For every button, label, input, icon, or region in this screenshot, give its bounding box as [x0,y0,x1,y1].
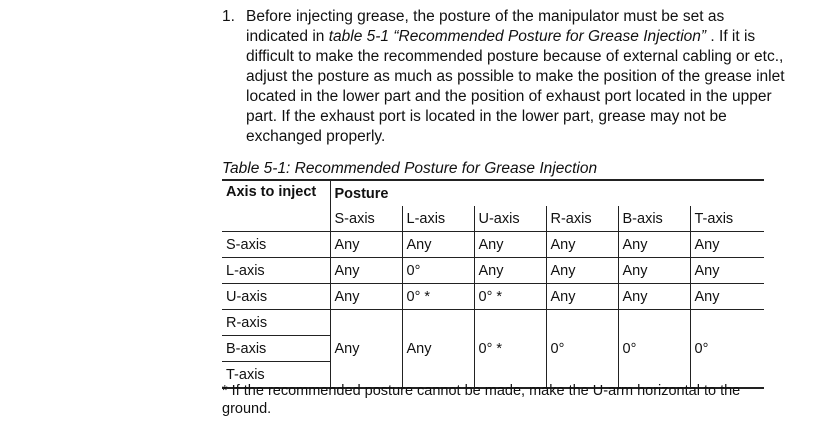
table-row [222,258,764,284]
row-axis-label: S-axis [222,232,330,258]
table-cell: Any [690,284,764,310]
table-cell: Any [618,284,690,310]
table-cell: Any [330,258,402,284]
header-row [222,180,764,206]
table-cell: Any [546,284,618,310]
table-cell: Any [330,232,402,258]
row-axis-label: U-axis [222,284,330,310]
table-footnote: * If the recommended posture cannot be made, make the U-arm horizontal to the ground. [222,383,741,417]
step-text [246,7,786,147]
step-number: 1. [222,8,235,25]
table-cell: 0° * [474,310,546,389]
row-axis-label: L-axis [222,258,330,284]
table-cell: Any [546,232,618,258]
table-cell: Any [618,232,690,258]
col-header-t-axis: T-axis [690,206,764,232]
header-axis-to-inject: Axis to inject [222,180,330,232]
step-text-part-a: Before injecting grease, the posture of the manipulator must be set as indicated in [246,8,725,45]
row-axis-label: T-axis [222,362,330,389]
table-cell: Any [690,258,764,284]
table-cell: 0° [402,258,474,284]
table-cell: Any [330,310,402,389]
header-posture: Posture [330,180,764,206]
table-cell: 0° [690,310,764,389]
table-cell: 0° [618,310,690,389]
table-cell: Any [690,232,764,258]
table-cell: Any [330,284,402,310]
table-row [222,284,764,310]
table-cell: Any [474,232,546,258]
col-header-u-axis: U-axis [474,206,546,232]
row-axis-label: B-axis [222,336,330,362]
grease-posture-table [222,179,764,389]
col-header-s-axis: S-axis [330,206,402,232]
table-cell: Any [474,258,546,284]
table-cell: Any [402,232,474,258]
table-cell: Any [402,310,474,389]
table-caption: Table 5-1: Recommended Posture for Grease Injection [222,160,598,177]
table-cell: 0° * [402,284,474,310]
table-cell: 0° [546,310,618,389]
table-reference-link: table 5-1 “Recommended Posture for Grease Injection” [328,28,707,45]
col-header-b-axis: B-axis [618,206,690,232]
row-axis-label: R-axis [222,310,330,336]
col-header-l-axis: L-axis [402,206,474,232]
table-row [222,310,764,336]
table-cell: Any [618,258,690,284]
step-text-part-b: . If it is difficult to make the recommended posture because of external cabling or etc., adjust the posture as much as possible to make the position of the grease inlet located in the lower part and the position of exhaust port located in the upper part. If the exhaust port is located in the lower part, grease may not be exchanged properly. [246,28,785,145]
table-cell: 0° * [474,284,546,310]
col-header-r-axis: R-axis [546,206,618,232]
table-row [222,232,764,258]
table-cell: Any [546,258,618,284]
